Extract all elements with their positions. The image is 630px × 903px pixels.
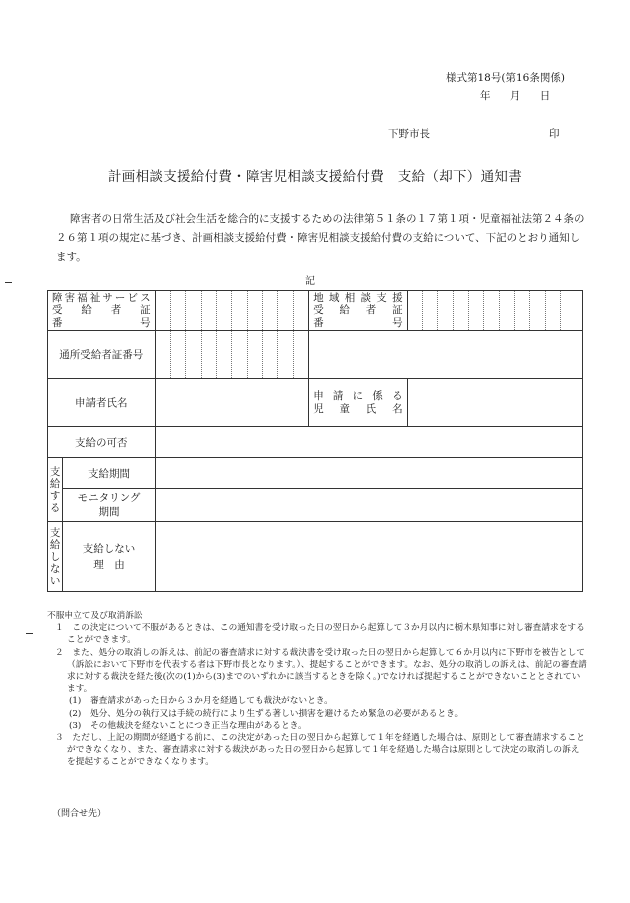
community-cert-digit[interactable]: [407, 291, 422, 331]
community-cert-digit[interactable]: [422, 291, 437, 331]
day-care-cert-digit[interactable]: [201, 331, 216, 379]
contact-label: （問合せ先）: [52, 809, 107, 819]
service-cert-digit[interactable]: [201, 291, 216, 331]
community-cert-digit[interactable]: [530, 291, 545, 331]
day-care-cert-digit[interactable]: [155, 331, 170, 379]
community-cert-digit[interactable]: [484, 291, 499, 331]
punch-mark: [26, 633, 33, 634]
approve-group-label: [48, 458, 63, 522]
ki-label: 記: [305, 276, 315, 287]
monitoring-field[interactable]: [155, 489, 582, 522]
approval-field[interactable]: [155, 427, 582, 458]
day-care-cert-label: 通所受給者証番号: [48, 331, 156, 379]
row-period: [48, 458, 583, 489]
period-field[interactable]: [155, 458, 582, 489]
service-cert-digit[interactable]: [278, 291, 293, 331]
note-2-item-3: (3) その他裁決を経ないことにつき正当な理由があるとき。: [69, 720, 307, 731]
service-cert-digit[interactable]: [155, 291, 170, 331]
community-cert-digit[interactable]: [438, 291, 453, 331]
service-cert-line-2: 受 給 者 証: [52, 304, 151, 317]
day-care-cert-digit[interactable]: [186, 331, 201, 379]
date-day-label: 日: [539, 90, 551, 102]
service-cert-digit[interactable]: [170, 291, 185, 331]
row-deny-reason: [48, 522, 583, 592]
note-2-item-1: (1) 審査請求があった日から３か月を経過しても裁決がないとき。: [69, 696, 333, 707]
deny-group-char: し: [49, 550, 61, 563]
applicant-name-label: 申請者氏名: [48, 379, 156, 427]
child-name-line-1: 申 請 に 係 る: [313, 390, 403, 402]
deny-group-label: [48, 522, 63, 592]
row-monitoring: [48, 489, 583, 522]
day-care-cert-digit[interactable]: [263, 331, 278, 379]
date-year-label: 年: [480, 90, 491, 102]
deny-group-char: い: [49, 574, 61, 587]
community-cert-line-1: 地域相談支援: [313, 291, 403, 304]
deny-group-char: 支: [49, 526, 61, 539]
deny-reason-label: [63, 522, 155, 592]
community-cert-label: [309, 291, 407, 331]
note-3: ３ ただし、上記の期間が経過する前に、この決定があった日の翌日から起算して１年を経過した場合は、原則として審査請求することができなくなり、また、審査請求に対する裁決があった日の翌日から起算して１年を経過した場合は原則として決定の取消しの訴えを提起することができなくなります。: [55, 733, 585, 768]
community-cert-line-3: 番 号: [313, 316, 403, 329]
note-1: １ この決定について不服があるときは、この通知書を受け取った日の翌日から起算して３か月以内に栃木県知事に対し審査請求をすることができます。: [55, 623, 585, 646]
community-cert-digit[interactable]: [545, 291, 560, 331]
approval-label: 支給の可否: [48, 427, 156, 458]
day-care-cert-digit[interactable]: [293, 331, 308, 379]
community-cert-line-2: 受 給 者 証: [313, 304, 403, 317]
monitoring-label: [63, 489, 155, 522]
deny-reason-field[interactable]: [155, 522, 582, 592]
deny-reason-line-1: 支給しない: [82, 542, 136, 555]
approve-group-char: す: [49, 489, 61, 502]
seal-mark: 印: [549, 128, 560, 140]
monitoring-line-2: 期間: [98, 506, 120, 518]
note-2-item-2: (2) 処分、処分の執行又は手続の続行により生ずる著しい損害を避けるため緊急の必要があるとき。: [69, 708, 464, 719]
service-cert-line-1: 障害福祉サービス: [52, 291, 151, 304]
deny-group-char: 給: [49, 538, 61, 551]
service-cert-digit[interactable]: [247, 291, 262, 331]
monitoring-line-1: モニタリング: [77, 492, 141, 504]
service-cert-digit[interactable]: [263, 291, 278, 331]
applicant-name-field[interactable]: [155, 379, 309, 427]
day-care-cert-digit[interactable]: [217, 331, 232, 379]
approve-group-char: 給: [49, 477, 61, 490]
community-cert-digit[interactable]: [469, 291, 484, 331]
approve-group-char: る: [49, 501, 61, 514]
service-cert-digit[interactable]: [217, 291, 232, 331]
intro-paragraph: 障害者の日常生活及び社会生活を総合的に支援するための法律第５１条の１７第１項・児童福祉法第２４条の２６第１項の規定に基づき、計画相談支援給付費・障害児相談支援給付費の支給について、下記のとおり通知します。: [56, 213, 585, 263]
child-name-line-2: 児 童 氏 名: [313, 402, 403, 415]
appeal-notes: [47, 610, 587, 769]
community-cert-digit[interactable]: [453, 291, 468, 331]
child-name-label: [309, 379, 407, 427]
service-cert-digit[interactable]: [232, 291, 247, 331]
approve-group-char: 支: [49, 465, 61, 478]
community-cert-digit[interactable]: [561, 291, 583, 331]
day-care-cert-digit[interactable]: [232, 331, 247, 379]
date-month-label: 月: [509, 90, 521, 102]
community-cert-digit[interactable]: [499, 291, 514, 331]
row-approval: [48, 427, 583, 458]
day-care-cert-digit[interactable]: [170, 331, 185, 379]
note-2: ２ また、処分の取消しの訴えは、前記の審査請求に対する裁決書を受け取った日の翌日から起算して６か月以内に下野市を被告として（訴訟において下野市を代表する者は下野市長となります。）、提起することができます。なお、処分の取消しの訴えは、前記の審査請求に対する裁決を経た後(次の(1)から(3)までのいずれかに該当するときを除く。)でなければ提起することができないこととされています。: [55, 647, 587, 695]
punch-mark: [5, 282, 12, 283]
row-day-care-cert: [48, 331, 583, 379]
issue-date: [480, 88, 550, 103]
service-cert-digit[interactable]: [186, 291, 201, 331]
document-title: 計画相談支援給付費・障害児相談支援給付費 支給（却下）通知書: [108, 169, 522, 185]
row-names: [48, 379, 583, 427]
issuer-name: 下野市長: [388, 128, 430, 140]
form-number: 様式第18号(第16条関係): [446, 72, 565, 84]
row-service-cert: [48, 291, 583, 331]
service-cert-line-3: 番 号: [52, 316, 151, 329]
child-name-field[interactable]: [407, 379, 582, 427]
day-care-cert-digit[interactable]: [247, 331, 262, 379]
day-care-cert-digit[interactable]: [278, 331, 293, 379]
day-care-cert-blank: [309, 331, 583, 379]
notice-form-table: [47, 290, 583, 592]
service-cert-label: [48, 291, 156, 331]
service-cert-digit[interactable]: [293, 291, 308, 331]
deny-group-char: な: [49, 562, 61, 575]
period-label: 支給期間: [63, 458, 155, 489]
notes-heading: 不服申立て及び取消訴訟: [47, 611, 143, 621]
community-cert-digit[interactable]: [515, 291, 530, 331]
deny-reason-line-2: 理 由: [93, 558, 125, 571]
